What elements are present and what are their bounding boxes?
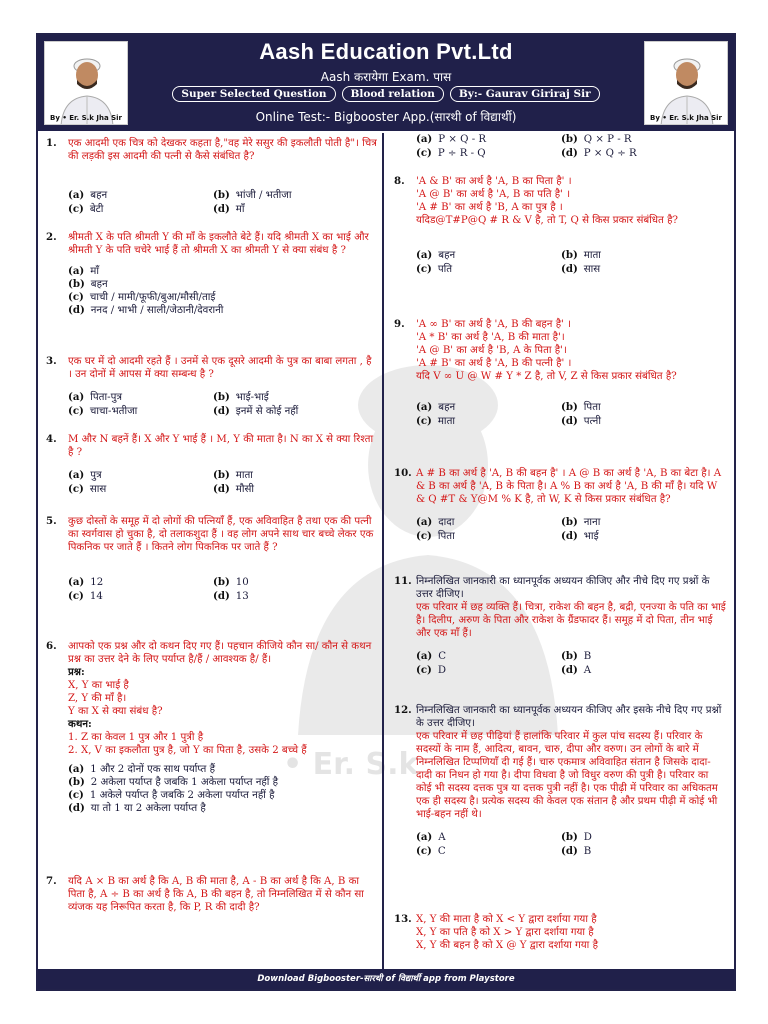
institute-title: Aash Education Pvt.Ltd — [259, 39, 513, 64]
pill-author: By:- Gaurav Giriraj Sir — [450, 86, 600, 102]
question-text: निम्नलिखित जानकारी का ध्यानपूर्वक अध्ययन कीजिए और नीचे दिए गए प्रश्नों के उत्तर दीजिए। — [416, 576, 710, 600]
option-b: (b) पिता — [561, 401, 601, 413]
option-d: (d) ननद / भाभी / साली/जेठानी/देवरानी — [68, 304, 224, 316]
statement-line: 'A ∞ B' का अर्थ है 'A, B की बहन है' । — [416, 319, 572, 330]
header-banner — [38, 35, 734, 131]
statement-line: 'A @ B' का अर्थ है 'B, A के पिता है'। — [416, 345, 567, 356]
question-text: श्रीमती X के पति श्रीमती Y की माँ के इकलौते बेटे हैं। यदि श्रीमती X का भाई और श्रीमती Y के पति चचेरे भाई हैं तो श्रीमती X का श्रीमती Y से क्या संबंध है ? — [68, 232, 369, 256]
question-5 — [46, 515, 378, 603]
option-a: (a) बहन — [68, 189, 108, 201]
option-b: (b) 10 — [213, 576, 249, 588]
option-a: (a) दादा — [416, 516, 455, 528]
passage: एक परिवार में छह व्यक्ति हैं। चित्रा, राकेश की बहन है, बद्री, एनज्या के पति का भाई है। दिलीप, अरुण के पिता और राकेश के ग्रैंडफादर हैं। समूह में दो पिता, तीन भाई और एक माँ हैं। — [416, 602, 726, 639]
option-a: (a) 12 — [68, 576, 104, 588]
option-d: (d) सास — [561, 263, 601, 275]
option-c: (c) P ÷ R - Q — [416, 147, 486, 159]
options — [416, 249, 726, 276]
options — [416, 133, 726, 160]
watermark-text: • Er. S.k — [283, 747, 419, 782]
option-d: (d) P × Q ÷ R — [561, 147, 637, 159]
option-c: (c) चाची / मामी/फूफी/बुआ/मौसी/ताई — [68, 291, 216, 303]
question-number: 2. — [46, 231, 57, 243]
question-number: 1. — [46, 137, 57, 149]
option-a: (a) C — [416, 650, 447, 662]
options — [68, 391, 378, 418]
prashn-line: Y का X से क्या संबंध है? — [68, 706, 163, 717]
options — [68, 469, 378, 496]
option-b: (b) नाना — [561, 516, 601, 528]
question-11 — [394, 575, 726, 677]
option-c: (c) बेटी — [68, 203, 104, 215]
question-text: आपको एक प्रश्न और दो कथन दिए गए हैं। पहचान कीजिये कौन सा/ कौन से कथन प्रश्न का उत्तर देने के लिए पर्याप्त है/हैं / आवश्यक है/ हैं। — [68, 641, 372, 665]
question-number: 5. — [46, 515, 57, 527]
pill-selected-question: Super Selected Question — [172, 86, 335, 102]
option-d: (d) इनमें से कोई नहीं — [213, 405, 299, 417]
options — [416, 650, 726, 677]
question-6 — [46, 640, 378, 815]
option-d: (d) A — [561, 664, 592, 676]
question-2 — [46, 231, 378, 317]
option-c: (c) चाचा-भतीजा — [68, 405, 138, 417]
question-sheet — [36, 33, 736, 991]
left-column — [38, 133, 384, 971]
options — [68, 265, 378, 317]
option-d: (d) या तो 1 या 2 अकेला पर्याप्त है — [68, 802, 206, 814]
question-number: 9. — [394, 318, 405, 330]
question-text: A # B का अर्थ है 'A, B की बहन है' । A @ B का अर्थ है 'A, B का बेटा है। A & B का अर्थ है 'A, B के पिता है। A % B का अर्थ है 'A, B की माँ है। यदि W & Q #T & Y@M % K है, तो W, K से किस प्रकार संबंधित है? — [416, 468, 722, 505]
option-c: (c) C — [416, 845, 446, 857]
institute-tagline: Aash करायेगा Exam. पास — [320, 70, 452, 84]
question-text: यदि V ∞ U @ W # Y * Z है, तो V, Z से किस प्रकार संबंधित है? — [416, 371, 677, 382]
question-3 — [46, 355, 378, 418]
option-a: (a) माँ — [68, 265, 99, 277]
question-8 — [394, 175, 726, 276]
teacher-portrait-icon — [645, 42, 728, 125]
question-text: एक आदमी एक चित्र को देखकर कहता है,"वह मेरे ससुर की इकलौती पोती है"। चित्र की लड़की इस आदमी की पत्नी से कैसे संबंधित है? — [68, 138, 377, 162]
option-b: (b) 2 अकेला पर्याप्त है जबकि 1 अकेला पर्याप्त नहीं है — [68, 776, 279, 788]
options — [416, 831, 726, 858]
question-text: निम्नलिखित जानकारी का ध्यानपूर्वक अध्ययन कीजिए और इसके नीचे दिए गए प्रश्नों के उत्तर दीजिए। — [416, 705, 722, 729]
teacher-photo-left — [44, 41, 128, 125]
statement-line: X, Y की बहन है को X @ Y द्वारा दर्शाया गया है — [416, 940, 598, 951]
question-4 — [46, 433, 378, 496]
option-a: (a) 1 और 2 दोनों एक साथ पर्याप्त हैं — [68, 763, 215, 775]
footer-banner: Download Bigbooster-सारथी of विद्यार्थी app from Playstore — [38, 969, 734, 989]
statement-line: X, Y का पति है को X > Y द्वारा दर्शाया गया है — [416, 927, 594, 938]
question-number: 7. — [46, 875, 57, 887]
options — [416, 516, 726, 543]
question-text: एक घर में दो आदमी रहते हैं । उनमें से एक दूसरे आदमी के पुत्र का बाबा लगता , है । उन दोनों में आपस में क्या सम्बन्ध है ? — [68, 356, 372, 380]
option-c: (c) माता — [416, 415, 456, 427]
question-13 — [394, 913, 726, 952]
option-a: (a) P × Q - R — [416, 133, 487, 145]
option-a: (a) बहन — [416, 401, 456, 413]
online-test-line: Online Test:- Bigbooster App.(सारथी of विद्यार्थी) — [255, 110, 517, 124]
photo-caption-left: By • Er. S.k Jha Sir — [49, 114, 122, 122]
prashn-line: X, Y का भाई है — [68, 680, 129, 691]
options — [68, 576, 378, 603]
statement-line: 'A & B' का अर्थ है 'A, B का पिता है' । — [416, 176, 572, 187]
kathan-line: 1. Z का केवल 1 पुत्र और 1 पुत्री है — [68, 732, 204, 743]
options — [416, 401, 726, 428]
question-number: 8. — [394, 175, 405, 187]
question-7-options — [394, 133, 726, 160]
option-b: (b) D — [561, 831, 592, 843]
option-d: (d) पत्नी — [561, 415, 601, 427]
statement-line: 'A # B' का अर्थ है 'B, A का पुत्र है । — [416, 202, 563, 213]
option-d: (d) मौसी — [213, 483, 255, 495]
header-pills — [138, 86, 634, 102]
photo-caption-right: By • Er. S.k Jha Sir — [649, 114, 722, 122]
right-column — [386, 133, 732, 971]
question-text: यदि A × B का अर्थ है कि A, B की माता है, A - B का अर्थ है कि A, B का पिता है, A ÷ B का अर्थ है कि A, B की बहन है, तो निम्नलिखित में से कौन सा व्यंजक यह निरूपित करता है, कि P, R की दादी है? — [68, 876, 364, 913]
question-9 — [394, 318, 726, 428]
teacher-photo-right — [644, 41, 728, 125]
teacher-portrait-icon — [45, 42, 128, 125]
option-d: (d) B — [561, 845, 592, 857]
prashn-line: Z, Y की माँ है। — [68, 693, 127, 704]
option-c: (c) पिता — [416, 530, 455, 542]
option-b: (b) B — [561, 650, 592, 662]
question-number: 4. — [46, 433, 57, 445]
kathan-line: 2. X, V का इकलौता पुत्र है, जो Y का पिता है, उसके 2 बच्चे हैं — [68, 745, 307, 756]
option-c: (c) सास — [68, 483, 107, 495]
question-7 — [46, 875, 378, 914]
page-bottom-margin — [0, 1000, 768, 1024]
option-d: (d) भाई — [561, 530, 599, 542]
option-b: (b) Q × P - R — [561, 133, 632, 145]
options — [68, 189, 378, 216]
options — [68, 763, 378, 815]
question-text: M और N बहनें हैं। X और Y भाई हैं । M, Y की माता है। N का X से क्या रिश्ता है ? — [68, 434, 374, 458]
statement-line: 'A @ B' का अर्थ है 'A, B का पति है' । — [416, 189, 571, 200]
option-a: (a) पुत्र — [68, 469, 102, 481]
option-b: (b) बहन — [68, 278, 108, 290]
option-c: (c) 14 — [68, 590, 103, 602]
question-number: 10. — [394, 467, 412, 479]
option-c: (c) D — [416, 664, 447, 676]
statement-line: 'A # B' का अर्थ है 'A, B की पत्नी है' । — [416, 358, 572, 369]
option-c: (c) पति — [416, 263, 453, 275]
question-1 — [46, 137, 378, 216]
option-a: (a) A — [416, 831, 446, 843]
question-number: 11. — [394, 575, 412, 587]
question-10 — [394, 467, 726, 543]
pill-topic: Blood relation — [342, 86, 444, 102]
statement-line: X, Y की माता है को X < Y द्वारा दर्शाया गया है — [416, 914, 597, 925]
option-d: (d) माँ — [213, 203, 245, 215]
option-a: (a) बहन — [416, 249, 456, 261]
question-number: 13. — [394, 913, 412, 925]
question-number: 12. — [394, 704, 412, 716]
option-d: (d) 13 — [213, 590, 249, 602]
option-b: (b) भाई-भाई — [213, 391, 269, 403]
statement-line: 'A * B' का अर्थ है 'A, B की माता है'। — [416, 332, 565, 343]
question-12 — [394, 704, 726, 858]
question-text: कुछ दोस्तों के समूह में दो लोगों की पत्नियाँ हैं, एक अविवाहित है तथा एक की पत्नी का स्वर्गवास हो चुका है, दो तलाकशुदा हैं । वह लोग अपने साथ चार बच्चे लेकर एक पिकनिक पर जाते हैं । कितने लोग पिकनिक पर जाते हैं ? — [68, 516, 374, 553]
option-c: (c) 1 अकेले पर्याप्त है जबकि 2 अकेला पर्याप्त नहीं है — [68, 789, 275, 801]
option-b: (b) माता — [213, 469, 253, 481]
prashn-label: प्रश्न: — [68, 666, 85, 678]
option-b: (b) भांजी / भतीजा — [213, 189, 292, 201]
question-text: यदिड@T#P@Q # R & V है, तो T, Q से किस प्रकार संबंधित है? — [416, 215, 678, 226]
option-b: (b) माता — [561, 249, 601, 261]
question-number: 3. — [46, 355, 57, 367]
passage: एक परिवार में छह पीढ़ियां हैं हालांकि परिवार में कुल पांच सदस्य हैं। परिवार के सदस्यों के नाम हैं, आदित्य, बावन, चारु, दीपा और वरुण। उन लोगों के बारे में निम्नलिखित टिप्पणियाँ दी गई हैं। चारु एकमात्र अविवाहित संतान है जिसके दादा-दादी का निधन हो गया है। दीपा विधवा है जो विधुर वरुण की पुत्री है। परिवार का कोई भी सदस्य दत्तक पुत्र या दत्तक पुत्री नहीं है। एक पीढ़ी में परिवार का अधिकतम एक ही सदस्य है। प्रत्येक सदस्य की केवल एक संतान है और प्रथम पीढ़ी में कोई भी भाई-बहन नहीं थे। — [416, 731, 718, 820]
option-a: (a) पिता-पुत्र — [68, 391, 122, 403]
question-number: 6. — [46, 640, 57, 652]
kathan-label: कथन: — [68, 718, 92, 730]
